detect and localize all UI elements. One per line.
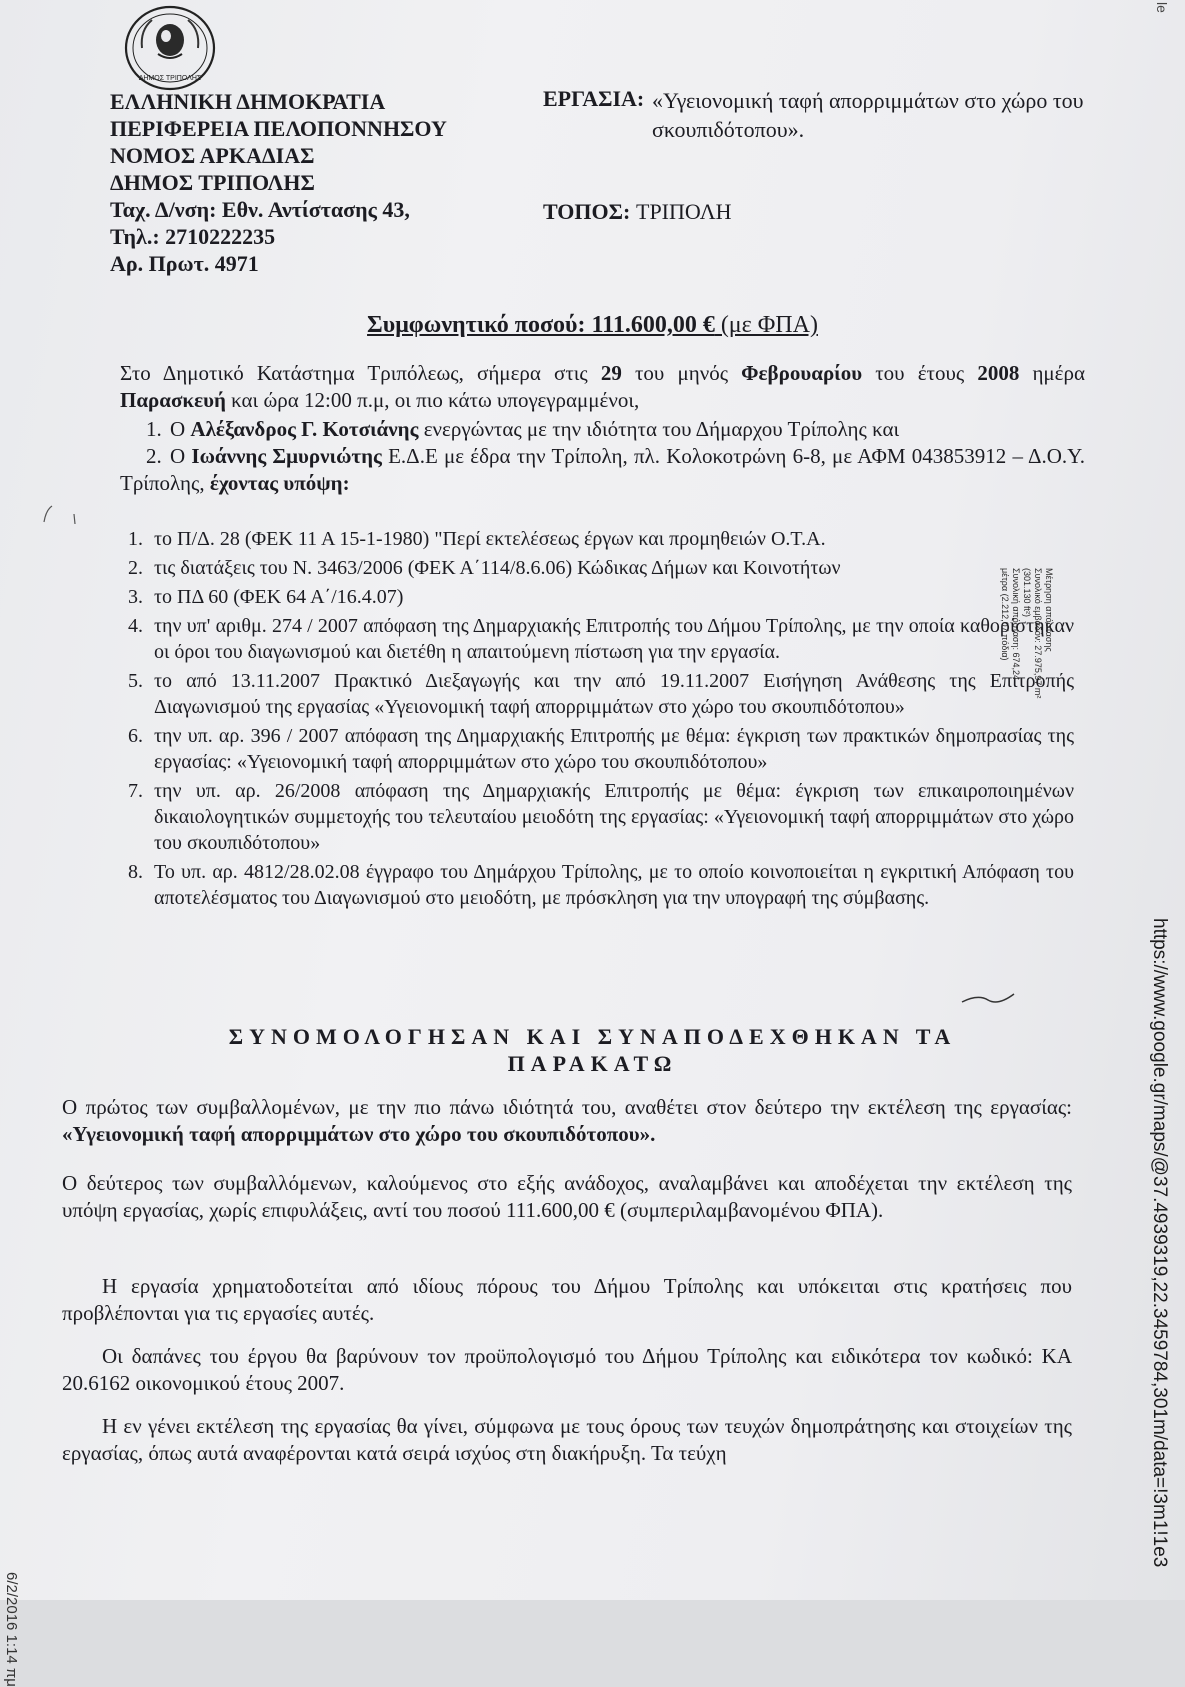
issuer-line: ΝΟΜΟΣ ΑΡΚΑΔΙΑΣ [110,143,315,168]
map-measurement-overlay [999,568,1054,699]
body-text: Ο πρώτος των συμβαλλομένων, με την πιο πάνω ιδιότητά του, αναθέτει στον δεύτερο την εκτέλεση της εργασίας: [62,1095,1072,1119]
party-name: Ιωάννης Σμυρνιώτης [191,444,382,468]
party-item [120,416,1085,443]
body-paragraph: Ο δεύτερος των συμβαλλόμενων, καλούμενος στο εξής ανάδοχος, αναλαμβάνει και αποδέχεται την εκτέλεση της υπόψη εργασίας, χωρίς επιφυλάξεις, αντί του ποσού 111.600,00 € (συμπεριλαμβανομένου ΦΠΑ). [62,1171,1072,1222]
intro-month: Φεβρουαρίου [741,361,863,385]
overlay-line: Συνολικό εμβαδόν: 27.975,97 m² (301.130 ft²) [1022,568,1043,699]
reference-number: 6. [128,725,143,747]
reference-number: 3. [128,586,143,608]
reference-number: 8. [128,861,143,883]
document-title [0,312,1185,339]
reference-number: 2. [128,557,143,579]
reference-item [128,668,1074,720]
reference-text: την υπ. αρ. 26/2008 απόφαση της Δημαρχιακής Επιτροπής με θέμα: έγκριση των επικαιροποιημένων δικαιολογητικών συμμετοχής του τελευταίου μειοδότη της εργασίας: «Υγειονομική ταφή απορριμμάτων στο χώρο του σκουπιδότοπου» [154,780,1074,854]
reference-number: 5. [128,670,143,692]
overlay-line: Μέτρηση απόστασης [1044,568,1054,652]
reference-item [128,613,1074,665]
issuer-line: ΕΛΛΗΝΙΚΗ ΔΗΜΟΚΡΑΤΙΑ [110,89,386,114]
issuer-line: ΔΗΜΟΣ ΤΡΙΠΟΛΗΣ [110,170,315,195]
task-label: ΕΡΓΑΣΙΑ: [543,86,645,111]
parties-list [120,416,1085,443]
party-text: Ο Αλέξανδρος Γ. Κοτσιάνης ενεργώντας με την ιδιότητα του Δήμαρχου Τρίπολης και [170,417,900,441]
issuer-line: ΠΕΡΙΦΕΡΕΙΑ ΠΕΛΟΠΟΝΝΗΣΟΥ [110,116,447,141]
protocol-number: Αρ. Πρωτ. 4971 [110,251,259,276]
reference-text: το ΠΔ 60 (ΦΕΚ 64 Α΄/16.4.07) [154,586,404,608]
reference-text: την υπ. αρ. 396 / 2007 απόφαση της Δημαρχιακής Επιτροπής με θέμα: έγκριση των πρακτικών δημοπρασίας της εργασίας: «Υγειονομική ταφή απορριμμάτων στο χώρο του σκουπιδότοπου» [154,725,1074,773]
intro-weekday: Παρασκευή [120,388,226,412]
reference-text: Το υπ. αρ. 4812/28.02.08 έγγραφο του Δημάρχου Τρίπολης, με το οποίο κοινοποιείται η εγκριτική Απόφαση του αποτελέσματος του Διαγωνισμού στο μειοδότη, με πρόσκληση για την υπογραφή της σύμβασης. [154,861,1074,909]
place-label: ΤΟΠΟΣ: [543,199,631,224]
intro-paragraph [120,360,1085,414]
title-vat: (με ΦΠΑ) [714,312,818,338]
intro-text: ημέρα [1019,361,1085,385]
reference-text: την υπ' αριθμ. 274 / 2007 απόφαση της Δημαρχιακής Επιτροπής του Δήμου Τρίπολης, με την οποία καθορίστηκαν οι όροι του διαγωνισμού και διετέθη η απαιτούμενη πίστωση για την εργασία. [154,615,1074,663]
reference-text: το από 13.11.2007 Πρακτικό Διεξαγωγής και την από 19.11.2007 Εισήγηση Ανάθεσης της Επιτροπής Διαγωνισμού της εργασίας «Υγειονομική ταφή απορριμμάτων στο χώρο του σκουπιδότοπου» [154,670,1074,718]
body-paragraph: Η εν γένει εκτέλεση της εργασίας θα γίνει, σύμφωνα με τους όρους των τευχών δημοπράτησης και στοιχείων της εργασίας, όπως αυτά αναφέρονται κατά σειρά ισχύος στη διακήρυξη. Τα τεύχη [62,1414,1072,1465]
issuer-address: Ταχ. Δ/νση: Εθν. Αντίστασης 43, [110,197,410,222]
reference-text: το Π/Δ. 28 (ΦΕΚ 11 Α 15-1-1980) "Περί εκτελέσεως έργων και προμηθειών Ο.Τ.Α. [154,528,826,550]
overlay-line: Συνολική απόσταση: 674,24 μέτρα (2.212,07 πόδια) [1000,568,1021,681]
municipality-seal [122,4,218,92]
place-value: ΤΡΙΠΟΛΗ [636,199,732,224]
scan-speck-icon [40,500,80,530]
party-item [120,443,1085,497]
party-number: 1. [146,417,162,441]
agreement-heading [0,1023,1185,1077]
task-value: «Υγειονομική ταφή απορριμμάτων στο χώρο του σκουπιδότοπου». [652,88,1084,142]
reference-item [128,555,1074,581]
corner-fragment: le [1154,2,1170,13]
intro-day: 29 [600,361,622,385]
pen-mark-icon [958,988,1018,1010]
reference-number: 7. [128,780,143,802]
print-url: https://www.google.gr/maps/@37.4939319,22.3459784,301m/data=!3m1!1e3 [1149,918,1170,1568]
intro-text: του μηνός [621,361,742,385]
body-paragraph: Οι δαπάνες του έργου θα βαρύνουν τον προϋπολογισμό του Δήμου Τρίπολης και ειδικότερα τον κωδικό: ΚΑ 20.6162 οικονομικού έτους 2007. [62,1344,1072,1395]
print-date: 6/2/2016 1:14 πμ [3,1572,20,1687]
svg-text:ΔΗΜΟΣ ΤΡΙΠΟΛΗΣ: ΔΗΜΟΣ ΤΡΙΠΟΛΗΣ [138,75,202,82]
title-amount: Συμφωνητικό ποσού: 111.600,00 € [367,312,715,338]
reference-item [128,526,1074,552]
reference-item [128,723,1074,775]
intro-text: Στο Δημοτικό Κατάστημα Τριπόλεως, σήμερα στις [120,361,601,385]
reference-number: 4. [128,615,143,637]
party-text: Ο Ιωάννης Σμυρνιώτης Ε.Δ.Ε με έδρα την Τρίπολη, πλ. Κολοκοτρώνη 6-8, με ΑΦΜ 043853912 – Δ.Ο.Υ. Τρίπολης, έχοντας υπόψη: [120,444,1085,495]
agreement-heading-line: ΣΥΝΟΜΟΛΟΓΗΣΑΝ ΚΑΙ ΣΥΝΑΠΟΔΕΧΘΗΚΑΝ ΤΑ [228,1024,957,1049]
party-tail: έχοντας υπόψη: [209,471,350,495]
issuer-phone: Τηλ.: 2710222235 [110,224,276,249]
body-task-name: «Υγειονομική ταφή απορριμμάτων στο χώρο του σκουπιδότοπου». [62,1122,656,1146]
reference-item [128,859,1074,911]
intro-year: 2008 [977,361,1020,385]
body-paragraph: Η εργασία χρηματοδοτείται από ιδίους πόρους του Δήμου Τρίπολης και υπόκειται στις κρατήσεις που προβλέπονται για τις εργασίες αυτές. [62,1274,1072,1325]
reference-item [128,584,1074,610]
reference-text: τις διατάξεις του Ν. 3463/2006 (ΦΕΚ Α΄114/8.6.06) Κώδικας Δήμων και Κοινοτήτων [154,557,841,579]
reference-item [128,778,1074,856]
references-list [128,526,1074,914]
agreement-heading-line: ΠΑΡΑΚΑΤΩ [507,1051,678,1076]
party-number: 2. [146,444,162,468]
reference-number: 1. [128,528,143,550]
issuer-block [110,88,530,277]
body-paragraph [62,1094,1072,1148]
intro-text: και ώρα 12:00 π.μ, οι πιο κάτω υπογεγραμμένοι, [225,388,640,412]
intro-text: του έτους [862,361,978,385]
party-name: Αλέξανδρος Γ. Κοτσιάνης [190,417,419,441]
